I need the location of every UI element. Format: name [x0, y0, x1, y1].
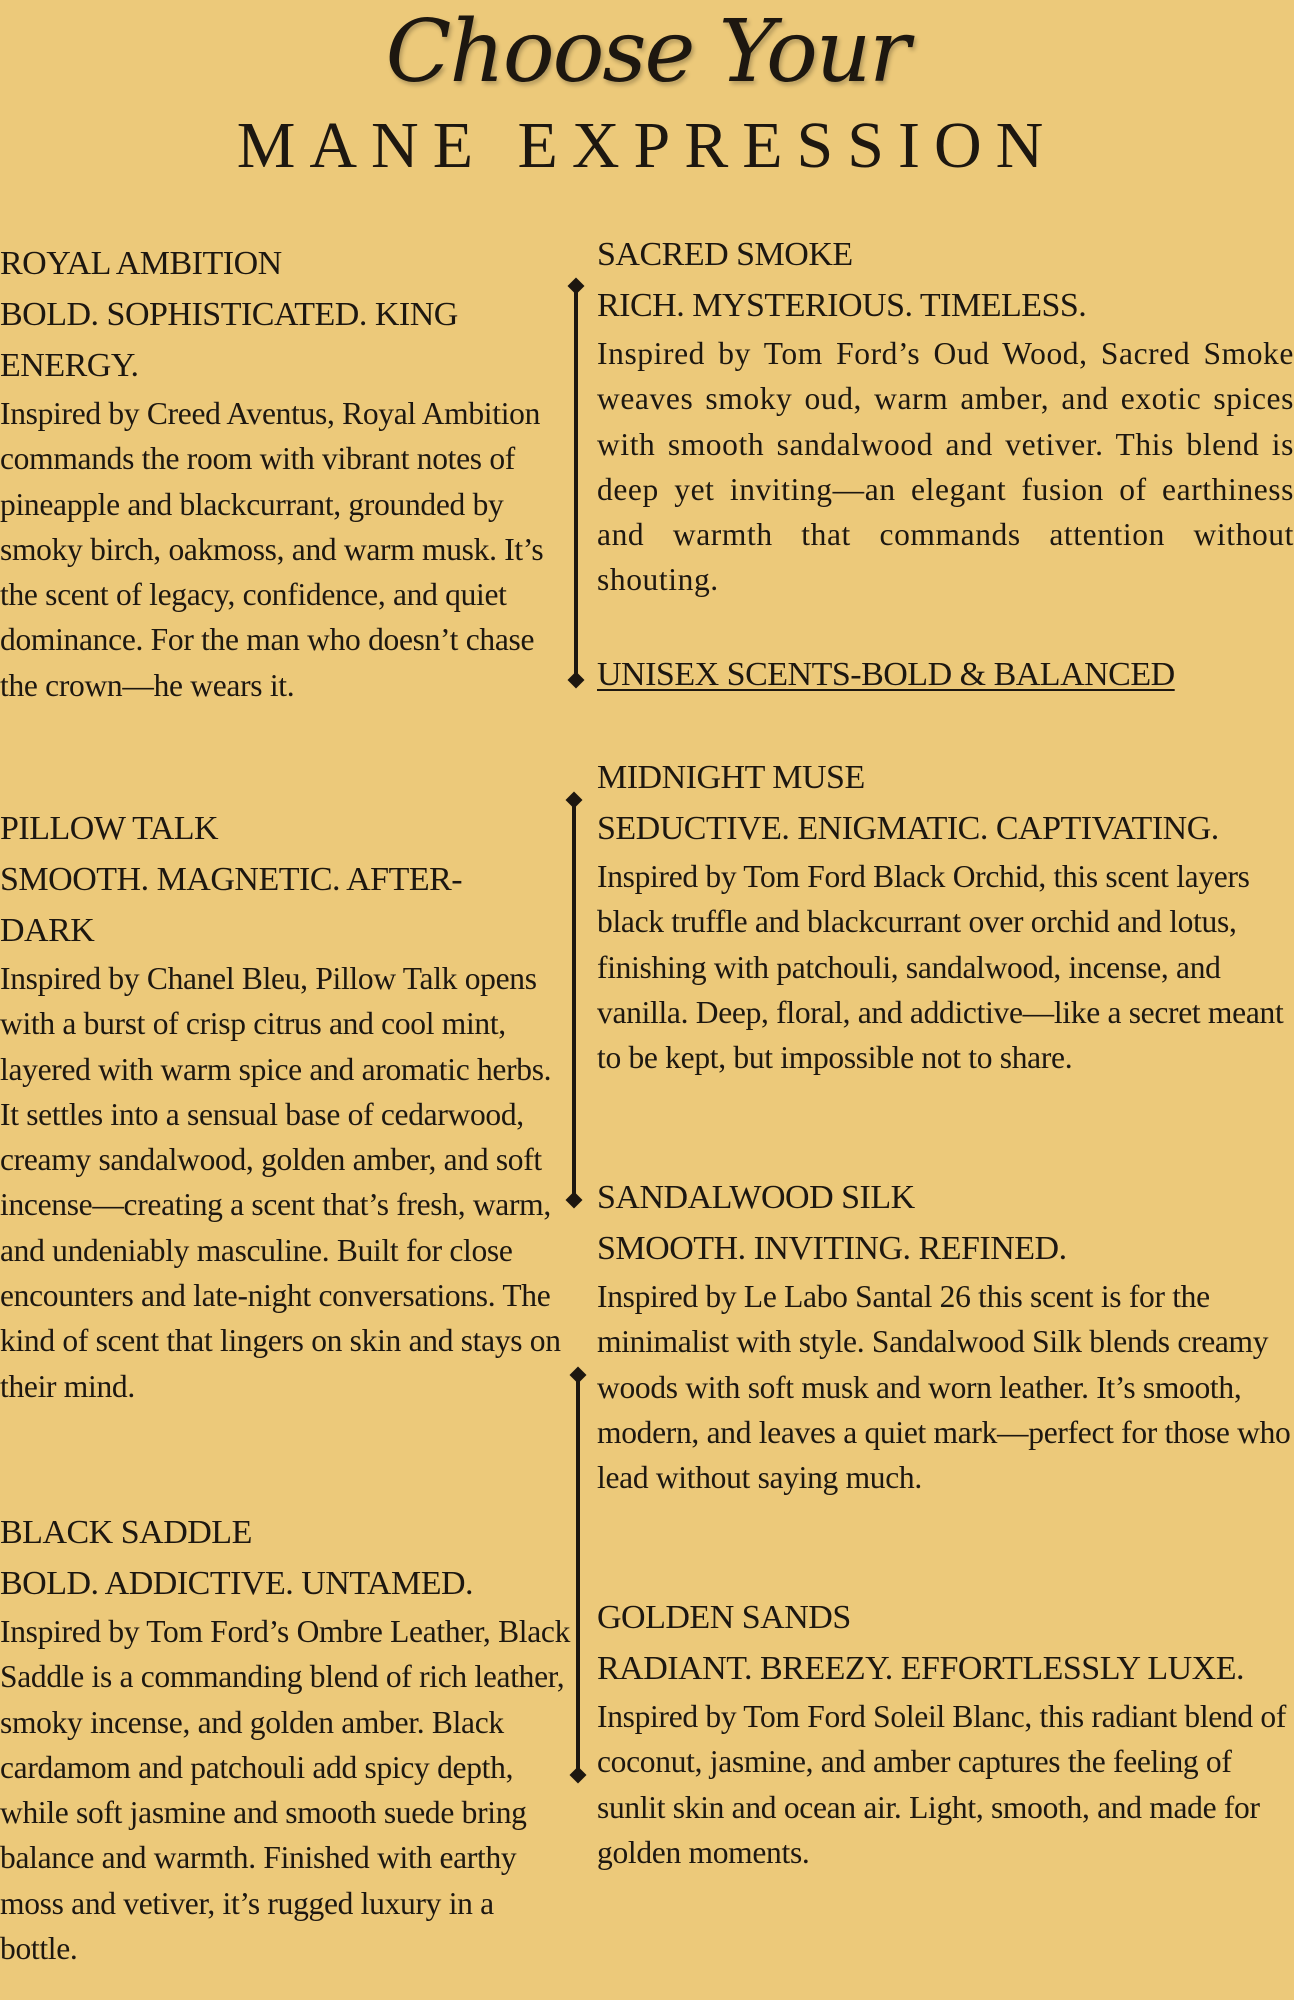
- scent-name: SACRED SMOKE: [597, 236, 853, 273]
- scent-name: PILLOW TALK: [0, 810, 219, 847]
- scent-name: MIDNIGHT MUSE: [597, 759, 865, 796]
- scent-tagline: SEDUCTIVE. ENIGMATIC. CAPTIVATING.: [597, 810, 1219, 847]
- scent-tagline: BOLD. SOPHISTICATED. KING ENERGY.: [0, 296, 458, 384]
- divider-line: [576, 1375, 580, 1775]
- diamond-icon: [570, 1367, 587, 1384]
- column-divider: [569, 1367, 587, 1783]
- diamond-icon: [568, 278, 585, 295]
- column-divider: [565, 792, 583, 1208]
- diamond-icon: [566, 792, 583, 809]
- scent-description: Inspired by Tom Ford Black Orchid, this scent layers black truffle and blackcurrant over orchid and lotus, finishing with patchouli, sandalwood, incense, and vanilla. Deep, floral, and addictive—like a secret meant to be kept, but impossible not to share.: [597, 859, 1284, 1076]
- scent-sacred-smoke: [597, 229, 1294, 603]
- diamond-icon: [570, 1767, 587, 1784]
- diamond-icon: [568, 672, 585, 689]
- divider-line: [574, 286, 578, 680]
- scent-description: Inspired by Chanel Bleu, Pillow Talk opens with a burst of crisp citrus and cool mint, layered with warm spice and aromatic herbs. It settles into a sensual base of cedarwood, creamy sandalwood, golden amber, and soft incense—creating a scent that’s fresh, warm, and undeniably masculine. Built for close encounters and late-night conversations. The kind of scent that lingers on skin and stays on their mind.: [0, 961, 561, 1404]
- scent-description: Inspired by Le Labo Santal 26 this scent is for the minimalist with style. Sandalwood Silk blends creamy woods with soft musk and worn leather. It’s smooth, modern, and leaves a quiet mark—perfect for those who lead without saying much.: [597, 1279, 1291, 1496]
- scent-tagline: BOLD. ADDICTIVE. UNTAMED.: [0, 1565, 474, 1602]
- divider-line: [572, 800, 576, 1200]
- unisex-section-heading: UNISEX SCENTS-BOLD & BALANCED: [597, 656, 1175, 693]
- scent-midnight-muse: [597, 752, 1294, 1080]
- scent-description: Inspired by Tom Ford’s Ombre Leather, Black Saddle is a commanding blend of rich leather, smoky incense, and golden amber. Black cardamom and patchouli add spicy depth, while soft jasmine and smooth suede bring balance and warmth. Finished with earthy moss and vetiver, it’s rugged luxury in a bottle.: [0, 1614, 571, 1967]
- scent-tagline: RADIANT. BREEZY. EFFORTLESSLY LUXE.: [597, 1650, 1244, 1687]
- column-divider: [567, 278, 585, 688]
- scent-description: Inspired by Tom Ford’s Oud Wood, Sacred Smoke weaves smoky oud, warm amber, and exotic spices with smooth sandalwood and vetiver. This blend is deep yet inviting—an elegant fusion of earthiness and warmth that commands attention without shouting.: [597, 336, 1294, 598]
- scent-description: Inspired by Creed Aventus, Royal Ambition commands the room with vibrant notes of pineapple and blackcurrant, grounded by smoky birch, oakmoss, and warm musk. It’s the scent of legacy, confidence, and quiet dominance. For the man who doesn’t chase the crown—he wears it.: [0, 396, 544, 703]
- scent-name: GOLDEN SANDS: [597, 1599, 851, 1636]
- scent-name: BLACK SADDLE: [0, 1514, 252, 1551]
- scent-sandalwood-silk: [597, 1172, 1294, 1500]
- scent-black-saddle: [0, 1507, 575, 1971]
- scent-golden-sands: [597, 1592, 1294, 1875]
- scent-pillow-talk: [0, 803, 575, 1409]
- scent-name: SANDALWOOD SILK: [597, 1179, 915, 1216]
- diamond-icon: [566, 1192, 583, 1209]
- scent-tagline: SMOOTH. MAGNETIC. AFTER-DARK: [0, 861, 463, 949]
- scent-name: ROYAL AMBITION: [0, 245, 282, 282]
- scent-royal-ambition: [0, 238, 575, 708]
- scent-description: Inspired by Tom Ford Soleil Blanc, this radiant blend of coconut, jasmine, and amber captures the feeling of sunlit skin and ocean air. Light, smooth, and made for golden moments.: [597, 1699, 1287, 1870]
- page-title: MANE EXPRESSION: [236, 109, 1058, 182]
- script-title: Choose Your: [385, 2, 909, 102]
- scent-tagline: RICH. MYSTERIOUS. TIMELESS.: [597, 287, 1087, 324]
- scent-tagline: SMOOTH. INVITING. REFINED.: [597, 1230, 1067, 1267]
